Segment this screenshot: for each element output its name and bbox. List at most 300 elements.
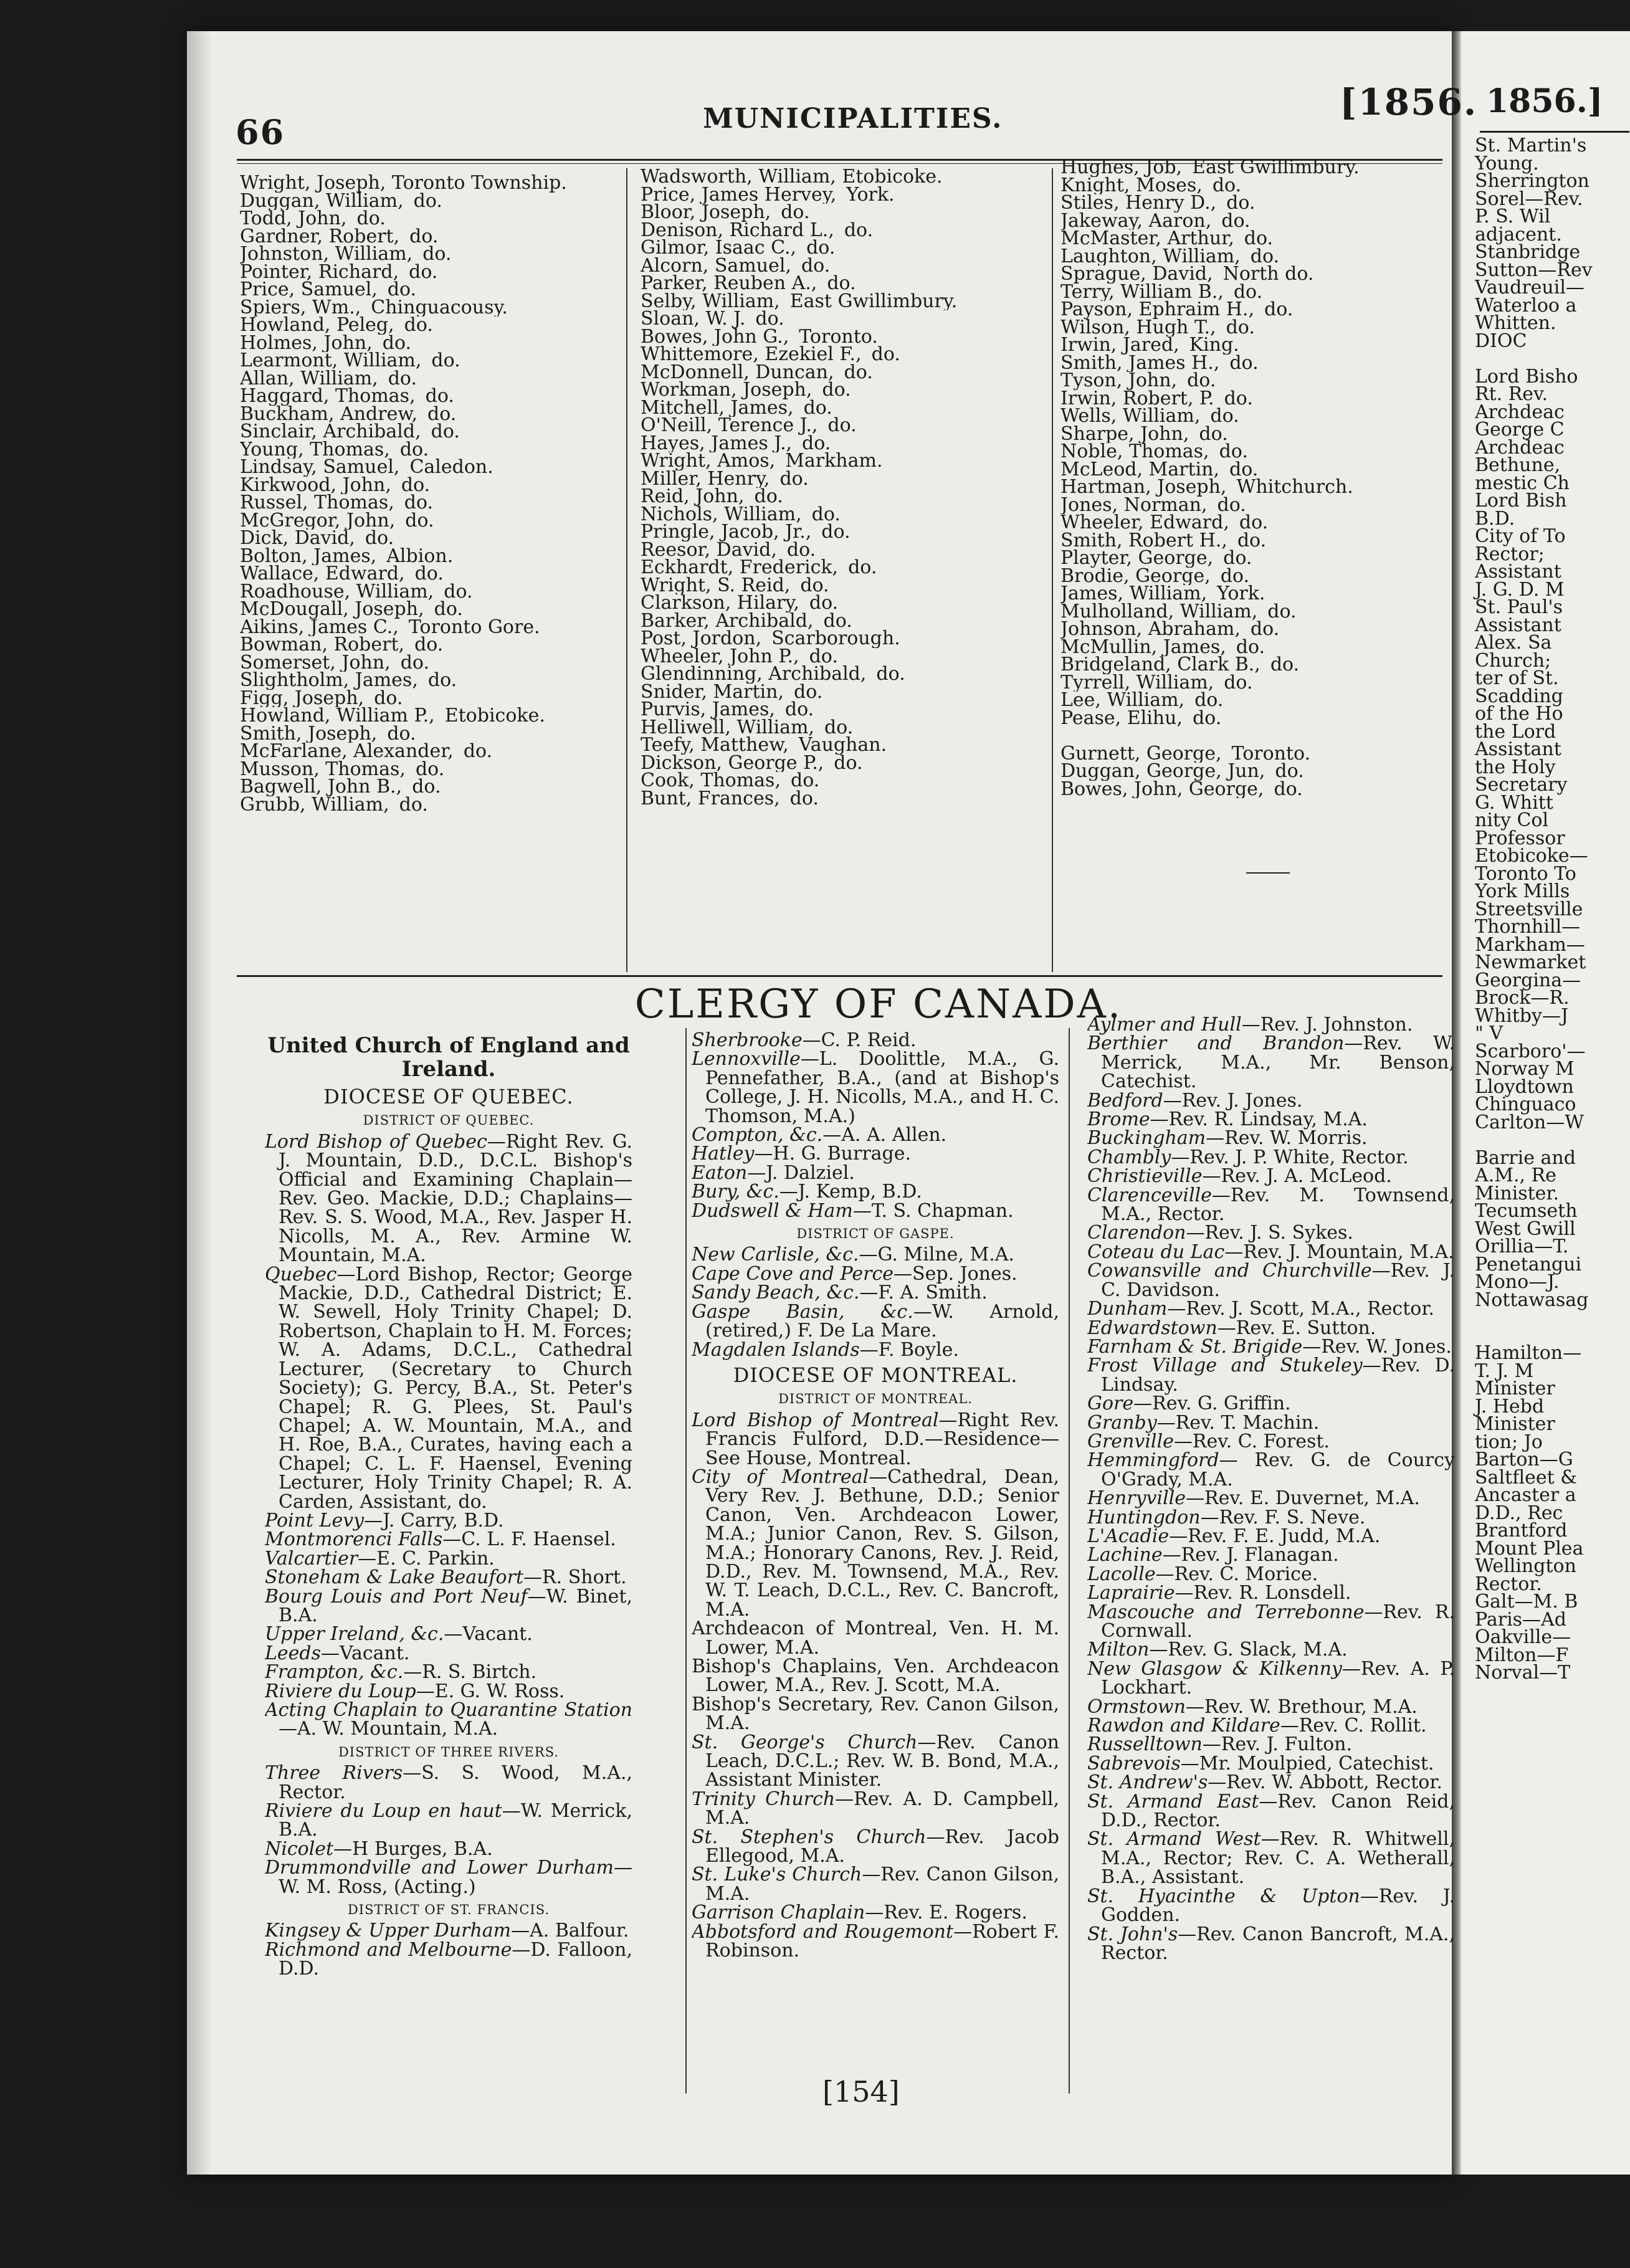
- clergy-names: —Rev. A. P. Lockhart.: [1101, 1657, 1455, 1699]
- municipality-row: [1060, 212, 1447, 231]
- clergy-names: —Rev. J. S. Sykes.: [1186, 1222, 1353, 1244]
- municipality-name: do.: [425, 388, 454, 406]
- diocese-montreal: DIOCESE OF MONTREAL.: [733, 1363, 1018, 1387]
- clergy-names: —Rev. W. Morris.: [1206, 1127, 1368, 1150]
- member-name: Sprague, David,: [1060, 265, 1213, 284]
- member-name: Hayes, James J.,: [641, 434, 793, 452]
- municipality-name: do.: [784, 701, 814, 719]
- right-page-line: Rt. Rev.: [1475, 383, 1548, 405]
- municipality-row: [1060, 265, 1447, 284]
- clergy-names: —E. C. Parkin.: [358, 1547, 495, 1570]
- member-name: Cook, Thomas,: [641, 772, 781, 790]
- municipality-name: York.: [1217, 585, 1265, 603]
- municipality-row: [641, 275, 1046, 293]
- member-name: Denison, Richard L.,: [641, 221, 834, 239]
- right-page-line: Archdeac: [1475, 436, 1565, 459]
- parish-name: Ormstown: [1087, 1695, 1186, 1718]
- municipality-row: [1060, 603, 1447, 621]
- clergy-column-3: [1087, 1016, 1455, 2087]
- member-name: Bowes, John, George,: [1060, 780, 1264, 798]
- clergy-names: Bishop's Secretary, Rev. Canon Gilson, M.A.: [692, 1693, 1059, 1735]
- member-name: Wallace, Edward,: [240, 565, 405, 583]
- parish-name: Leeds: [265, 1642, 322, 1664]
- parish-name: Grenville: [1087, 1430, 1174, 1452]
- clergy-names: —C. P. Reid.: [802, 1031, 917, 1051]
- municipality-name: do.: [1274, 780, 1303, 798]
- clergy-names: —Right Rev. Francis Fulford, D.D.—Residence—See House, Montreal.: [705, 1409, 1059, 1469]
- member-name: Howland, William P.,: [240, 707, 435, 725]
- right-page-line: Orillia—T.: [1475, 1236, 1569, 1257]
- clergy-column-2: [692, 1031, 1059, 2084]
- municipality-row: [641, 381, 1046, 399]
- member-name: Buckham, Andrew,: [240, 405, 418, 423]
- right-page-line: Nottawasag: [1475, 1289, 1589, 1311]
- district-three-rivers: DISTRICT OF THREE RIVERS.: [338, 1744, 560, 1760]
- municipality-name: do.: [822, 381, 851, 399]
- clergy-names: —Rev. C. Rollit.: [1280, 1715, 1427, 1737]
- municipality-row: [641, 790, 1046, 808]
- clergy-entry: [265, 1764, 632, 1802]
- parish-name: Montmorenci Falls: [265, 1528, 443, 1551]
- parish-name: St. Armand East: [1087, 1790, 1259, 1813]
- member-name: Helliwell, William,: [641, 718, 814, 736]
- municipality-row: [641, 257, 1046, 275]
- clergy-names: —W. Arnold, (retired,) F. De La Mare.: [705, 1300, 1059, 1342]
- parish-name: Hemmingford: [1087, 1449, 1219, 1472]
- member-name: Purvis, James,: [641, 701, 775, 719]
- member-name: Workman, Joseph,: [641, 381, 813, 399]
- clergy-names: —Robert F. Robinson.: [705, 1920, 1059, 1962]
- clergy-names: —Right Rev. G. J. Mountain, D.D., D.C.L. Bishop's Official and Examining Chaplain—Rev. Geo. Mackie, D.D.; Chaplains—Rev. S. S. Wood, M.A., Rev. Jasper H. Nicolls, M. A., Rev. Armine W. Mountain, M.A.: [279, 1130, 632, 1267]
- municipality-name: do.: [1187, 372, 1216, 390]
- clergy-entry: [265, 1663, 632, 1682]
- parish-name: Granby: [1087, 1411, 1157, 1434]
- clergy-entry: [1087, 1356, 1455, 1394]
- municipality-name: do.: [412, 778, 441, 796]
- parish-name: Sabrevois: [1087, 1752, 1181, 1775]
- member-name: Wilson, Hugh T.,: [1060, 318, 1216, 336]
- municipality-name: do.: [1194, 692, 1224, 710]
- clergy-entry: [265, 1837, 632, 1860]
- parish-name: Brome: [1087, 1108, 1150, 1131]
- municipality-name: do.: [1219, 443, 1248, 461]
- municipality-name: do.: [811, 505, 841, 523]
- right-page-line: T. J. M: [1475, 1360, 1534, 1382]
- municipality-row: [240, 317, 620, 335]
- clergy-names: —W. Binet, B.A.: [279, 1585, 632, 1626]
- municipality-name: do.: [844, 221, 874, 239]
- parish-name: Upper Ireland, &c.: [265, 1623, 444, 1646]
- clergy-names: —Rev. R. Cornwall.: [1101, 1601, 1455, 1642]
- member-name: Terry, William B.,: [1060, 283, 1224, 301]
- member-name: Haggard, Thomas,: [240, 388, 416, 406]
- municipality-row: [641, 222, 1046, 240]
- clergy-entry: [1087, 1319, 1455, 1338]
- clergy-entry: [1087, 1167, 1455, 1186]
- right-header-rule: [1480, 131, 1629, 133]
- right-page-line: St. Martin's: [1475, 135, 1587, 156]
- municipality-row: [641, 310, 1046, 328]
- clergy-entry: [692, 1199, 1059, 1222]
- member-name: Learmont, William,: [240, 352, 422, 370]
- municipality-name: do.: [422, 245, 452, 264]
- parish-name: Nicolet: [265, 1837, 334, 1860]
- right-page-line: Minister: [1475, 1378, 1555, 1399]
- member-name: Smith, Joseph,: [240, 725, 378, 743]
- clergy-names: —Cathedral, Dean, Very Rev. J. Bethune, D.D.; Senior Canon, Ven. Archdeacon Lower, M.A.; Junior Canon, Rev. S. Gilson, M.A.; Honorary Canons, Rev. J. Reid, D.D., Rev. M. Townsend, M.A., Rev. W. T. Leach, D.C.L., Rev. C. Bancroft, M.A.: [705, 1465, 1059, 1621]
- municipality-row: [641, 470, 1046, 488]
- clergy-names: —Rev. J. C. Davidson.: [1101, 1260, 1455, 1301]
- clergy-names: —Rev. R. Lindsay, M.A.: [1150, 1108, 1368, 1131]
- member-name: Dick, David,: [240, 530, 355, 548]
- municipality-row: [641, 417, 1046, 435]
- municipality-row: [240, 406, 620, 424]
- parish-name: Dunham: [1087, 1298, 1168, 1320]
- municipality-name: do.: [803, 399, 832, 417]
- member-name: Clarkson, Hilary,: [641, 594, 799, 612]
- clergy-names: —Rev. J. Godden.: [1101, 1885, 1455, 1927]
- right-page-line: Barrie and: [1475, 1146, 1576, 1169]
- right-page-line: Hamilton—: [1475, 1342, 1582, 1364]
- municipality-row: [1060, 745, 1447, 763]
- municipality-row: [240, 335, 620, 353]
- municipality-row: [1060, 763, 1447, 781]
- clergy-names: —G. Milne, M.A.: [859, 1244, 1014, 1266]
- right-page-line: Scadding: [1475, 685, 1563, 707]
- right-page-line: the Lord: [1475, 720, 1556, 743]
- clergy-entry: [1087, 1925, 1455, 1963]
- right-page-line: P. S. Wil: [1475, 206, 1551, 227]
- clergy-entry: [692, 1790, 1059, 1828]
- member-name: Howland, Peleg,: [240, 317, 394, 335]
- municipality-name: do.: [1237, 531, 1267, 550]
- clergy-names: —E. G. W. Ross.: [416, 1680, 565, 1702]
- clergy-entry: [265, 1802, 632, 1840]
- municipality-row: [1060, 248, 1447, 266]
- parish-name: St. Hyacinthe & Upton: [1087, 1885, 1360, 1907]
- municipality-row: [240, 548, 620, 566]
- parish-name: Riviere du Loup en haut: [265, 1800, 502, 1822]
- municipality-row: [641, 684, 1046, 702]
- parish-name: St. John's: [1087, 1923, 1178, 1945]
- municipality-row: [240, 707, 620, 725]
- clergy-names: —R. S. Birtch.: [403, 1661, 537, 1684]
- municipality-name: do.: [834, 754, 863, 772]
- municipality-row: [641, 648, 1046, 666]
- member-name: Pease, Elihu,: [1060, 709, 1183, 727]
- district-gaspe: DISTRICT OF GASPE.: [796, 1226, 955, 1242]
- clergy-entry: [692, 1865, 1059, 1904]
- municipality-name: do.: [365, 530, 394, 548]
- municipality-name: Toronto.: [799, 328, 878, 346]
- municipality-name: do.: [431, 352, 460, 370]
- right-page-line: Rector.: [1475, 1573, 1542, 1595]
- district-quebec: DISTRICT OF QUEBEC.: [363, 1113, 535, 1128]
- clergy-entry: [692, 1050, 1059, 1126]
- municipality-row: [1060, 656, 1447, 674]
- right-page-line: J. G. D. M: [1475, 578, 1565, 601]
- clergy-entry: [265, 1130, 632, 1267]
- clergy-entry: [1087, 1565, 1455, 1584]
- clergy-entry: [1087, 1489, 1455, 1508]
- right-page-line: Carlton—W: [1475, 1111, 1585, 1133]
- parish-name: Garrison Chaplain: [692, 1902, 865, 1924]
- municipality-row: [240, 423, 620, 441]
- clergy-names: —A. W. Mountain, M.A.: [279, 1718, 498, 1740]
- clergy-entry: [1087, 1508, 1455, 1527]
- municipality-row: [240, 672, 620, 690]
- member-name: Wright, Amos,: [641, 452, 776, 470]
- clergy-names: —H Burges, B.A.: [333, 1837, 493, 1860]
- right-page-line: Lord Bish: [1475, 490, 1567, 512]
- municipality-name: do.: [1264, 301, 1294, 319]
- member-name: Stiles, Henry D.,: [1060, 194, 1217, 212]
- parish-name: Lacolle: [1087, 1563, 1156, 1585]
- short-divider: [1246, 872, 1290, 874]
- parish-name: Bourg Louis and Port Neuf: [265, 1585, 528, 1608]
- member-name: Duggan, George, Jun,: [1060, 763, 1265, 781]
- clergy-entry: [692, 1411, 1059, 1468]
- member-name: Smith, Robert H.,: [1060, 531, 1227, 550]
- member-name: Sloan, W. J.: [641, 310, 746, 328]
- municipality-row: [240, 743, 620, 761]
- municipality-name: Vaughan.: [798, 736, 887, 755]
- right-page-line: Bethune,: [1475, 454, 1561, 476]
- municipality-row: [1060, 479, 1447, 497]
- municipality-row: [1060, 781, 1447, 799]
- clergy-names: —Rev. J. Scott, M.A., Rector.: [1167, 1298, 1434, 1320]
- municipality-row: [1060, 319, 1447, 337]
- municipality-row: [641, 488, 1046, 506]
- municipality-row: [641, 452, 1046, 470]
- municipality-row: [641, 506, 1046, 524]
- clergy-entry: [1087, 1394, 1455, 1413]
- municipality-row: [641, 577, 1046, 595]
- parish-name: Gore: [1087, 1393, 1134, 1415]
- municipalities-column-3: [1060, 159, 1447, 798]
- parish-name: Farnham & St. Brigide: [1087, 1335, 1303, 1358]
- municipality-name: do.: [400, 654, 429, 672]
- municipality-row: [641, 239, 1046, 257]
- municipality-name: Caledon.: [409, 459, 493, 477]
- clergy-entry: [1087, 1224, 1455, 1242]
- member-name: McDonnell, Duncan,: [641, 363, 834, 381]
- parish-name: St. George's Church: [692, 1731, 918, 1753]
- municipality-name: do.: [1244, 230, 1274, 248]
- parish-name: Compton, &c.: [692, 1124, 823, 1146]
- municipality-name: do.: [1192, 709, 1222, 727]
- right-page-line: Chinguaco: [1475, 1094, 1576, 1115]
- member-name: Eckhardt, Frederick,: [641, 559, 839, 577]
- right-page-line: Sutton—Rev: [1475, 259, 1593, 281]
- clergy-entry: [692, 1161, 1059, 1184]
- clergy-names: —Rev. J. Mountain, M.A.: [1224, 1241, 1454, 1263]
- member-name: Wheeler, Edward,: [1060, 514, 1229, 532]
- member-name: Lee, William,: [1060, 692, 1185, 710]
- municipality-name: Albion.: [386, 547, 454, 565]
- member-name: Wells, William,: [1060, 407, 1201, 426]
- municipality-name: do.: [1270, 656, 1300, 674]
- parish-name: Valcartier: [265, 1547, 358, 1570]
- municipality-row: [1060, 585, 1447, 603]
- clergy-entry: [1087, 1186, 1455, 1224]
- municipality-name: do.: [800, 576, 829, 594]
- municipality-row: [641, 346, 1046, 364]
- member-name: Aikins, James C.,: [240, 618, 399, 636]
- municipality-name: do.: [809, 647, 838, 665]
- clergy-entry: [692, 1828, 1059, 1866]
- right-page-line: Georgina—: [1475, 969, 1581, 991]
- municipality-name: do.: [356, 210, 386, 228]
- municipality-name: York.: [846, 186, 895, 204]
- right-page-line: West Gwill: [1475, 1217, 1576, 1240]
- municipality-row: [240, 477, 620, 495]
- parish-name: Richmond and Melbourne: [265, 1938, 512, 1961]
- clergy-entry: [1087, 1335, 1455, 1358]
- clergy-entry: [265, 1265, 632, 1512]
- municipality-row: [240, 530, 620, 548]
- municipality-row: [240, 441, 620, 459]
- municipality-row: [1060, 497, 1447, 515]
- member-name: McMaster, Arthur,: [1060, 230, 1234, 248]
- right-page-line: Norway M: [1475, 1058, 1575, 1080]
- clergy-names: —L. Doolittle, M.A., G. Pennefather, B.A., (and at Bishop's College, J. H. Nicolls, M.A., and H. C. Thomson, M.A.): [705, 1048, 1059, 1127]
- municipality-row: [1060, 674, 1447, 692]
- clergy-names: —D. Falloon, D.D.: [279, 1938, 632, 1980]
- member-name: Musson, Thomas,: [240, 760, 406, 778]
- clergy-names: —C. L. F. Haensel.: [442, 1528, 616, 1551]
- member-name: Johnson, Abraham,: [1060, 621, 1241, 639]
- clergy-entry: [1087, 1752, 1455, 1775]
- right-page-line: the Holy: [1475, 756, 1556, 778]
- member-name: Mulholland, William,: [1060, 603, 1258, 621]
- clergy-entry: [1087, 1887, 1455, 1925]
- clergy-entry: [265, 1547, 632, 1570]
- municipality-name: Markham.: [785, 452, 883, 470]
- member-name: Jakeway, Aaron,: [1060, 212, 1212, 230]
- member-name: Somerset, John,: [240, 654, 391, 672]
- municipality-name: East Gwillimbury.: [789, 292, 958, 310]
- right-page-line: adjacent.: [1475, 223, 1562, 245]
- municipality-name: North do.: [1222, 265, 1314, 284]
- parish-name: St. Armand West: [1087, 1828, 1261, 1851]
- municipality-row: [1060, 159, 1447, 177]
- clergy-names: —T. S. Chapman.: [852, 1199, 1014, 1222]
- member-name: Tyrrell, William,: [1060, 674, 1214, 692]
- municipality-name: do.: [755, 310, 784, 328]
- member-name: Dickson, George P.,: [641, 754, 824, 772]
- municipality-name: do.: [409, 227, 439, 245]
- right-page-line: tion; Jo: [1475, 1431, 1543, 1453]
- parish-name: Hatley: [692, 1143, 755, 1165]
- parish-name: Laprairie: [1087, 1582, 1175, 1604]
- parish-name: Milton: [1087, 1639, 1150, 1661]
- municipality-row: [240, 512, 620, 530]
- right-page-line: Mount Plea: [1475, 1537, 1584, 1560]
- municipality-name: King.: [1189, 336, 1239, 355]
- parish-name: Sherbrooke: [692, 1031, 803, 1051]
- right-page-line: Ancaster a: [1475, 1484, 1576, 1506]
- clergy-names: —Rev. E. Rogers.: [865, 1902, 1027, 1924]
- member-name: Spiers, Wm.,: [240, 298, 361, 317]
- municipality-name: do.: [427, 405, 457, 423]
- clergy-entry: [1087, 1148, 1455, 1167]
- member-name: Bowes, John G.,: [641, 328, 789, 346]
- municipality-name: do.: [827, 417, 857, 435]
- municipality-row: [240, 761, 620, 779]
- municipality-row: [1060, 194, 1447, 212]
- member-name: McFarlane, Alexander,: [240, 743, 454, 761]
- municipality-row: [1060, 710, 1447, 728]
- municipality-row: [240, 725, 620, 743]
- right-page-line: ter of St.: [1475, 667, 1559, 689]
- clergy-entry: [1087, 1300, 1455, 1318]
- clergy-names: —S. S. Wood, M.A., Rector.: [279, 1762, 632, 1803]
- parish-name: Cape Cove and Perce: [692, 1262, 894, 1285]
- clergy-names: —Vacant.: [444, 1623, 533, 1646]
- municipality-name: do.: [444, 583, 473, 601]
- right-page-line: Scarboro'—: [1475, 1040, 1586, 1062]
- municipality-name: do.: [1229, 460, 1259, 479]
- municipality-name: do.: [1250, 247, 1280, 265]
- right-page-line: B.D.: [1475, 507, 1515, 530]
- clergy-entry: [692, 1246, 1059, 1264]
- parish-name: Cowansville and Churchville: [1087, 1260, 1372, 1282]
- member-name: Gilmor, Isaac C.,: [641, 239, 797, 257]
- member-name: Smith, James H.,: [1060, 354, 1220, 372]
- municipality-name: do.: [1220, 567, 1249, 585]
- municipality-name: do.: [848, 559, 877, 577]
- clergy-entry: [265, 1922, 632, 1940]
- parish-name: St. Luke's Church: [692, 1864, 862, 1886]
- member-name: Playter, George,: [1060, 550, 1214, 568]
- clergy-entry: [1087, 1243, 1455, 1262]
- member-name: Whittemore, Ezekiel F.,: [641, 346, 862, 364]
- clergy-entry: [692, 1145, 1059, 1163]
- clergy-names: —Rev. J. Johnston.: [1241, 1016, 1413, 1036]
- member-name: Teefy, Matthew,: [641, 736, 789, 755]
- clergy-names: —Rev. F. S. Neve.: [1200, 1506, 1366, 1528]
- parish-name: Three Rivers: [265, 1762, 403, 1784]
- municipality-row: [641, 541, 1046, 560]
- right-page-line: Thornhill—: [1475, 916, 1581, 938]
- municipality-row: [641, 594, 1046, 612]
- municipality-row: [240, 778, 620, 796]
- clergy-names: —Rev. W. Merrick, M.A., Mr. Benson, Catechist.: [1101, 1032, 1455, 1093]
- municipality-name: do.: [781, 204, 810, 222]
- member-name: Hartman, Joseph,: [1060, 479, 1227, 497]
- member-name: Bolton, James,: [240, 547, 377, 565]
- parish-name: New Glasgow & Kilkenny: [1087, 1657, 1342, 1680]
- clergy-names: —Rev. Canon Leach, D.C.L.; Rev. W. B. Bond, M.A., Assistant Minister.: [705, 1731, 1059, 1791]
- member-name: Pointer, Richard,: [240, 263, 399, 281]
- column-divider: [1052, 168, 1053, 972]
- municipality-name: Whitchurch.: [1236, 479, 1353, 497]
- clergy-entry: [692, 1338, 1059, 1361]
- parish-name: Chambly: [1087, 1146, 1171, 1168]
- clergy-entry: [692, 1920, 1059, 1962]
- member-name: Wright, Joseph, Toronto Township.: [240, 174, 567, 193]
- municipality-name: do.: [1226, 194, 1256, 212]
- member-name: Price, James Hervey,: [641, 186, 837, 204]
- right-page-line: nity Col: [1475, 809, 1549, 831]
- municipality-name: do.: [802, 434, 831, 452]
- clergy-names: —Vacant.: [321, 1642, 410, 1664]
- municipality-row: [240, 796, 620, 814]
- clergy-names: —Rev. G. Griffin.: [1133, 1393, 1291, 1415]
- section-rule: [237, 975, 1442, 977]
- clergy-names: —Sep. Jones.: [894, 1262, 1018, 1285]
